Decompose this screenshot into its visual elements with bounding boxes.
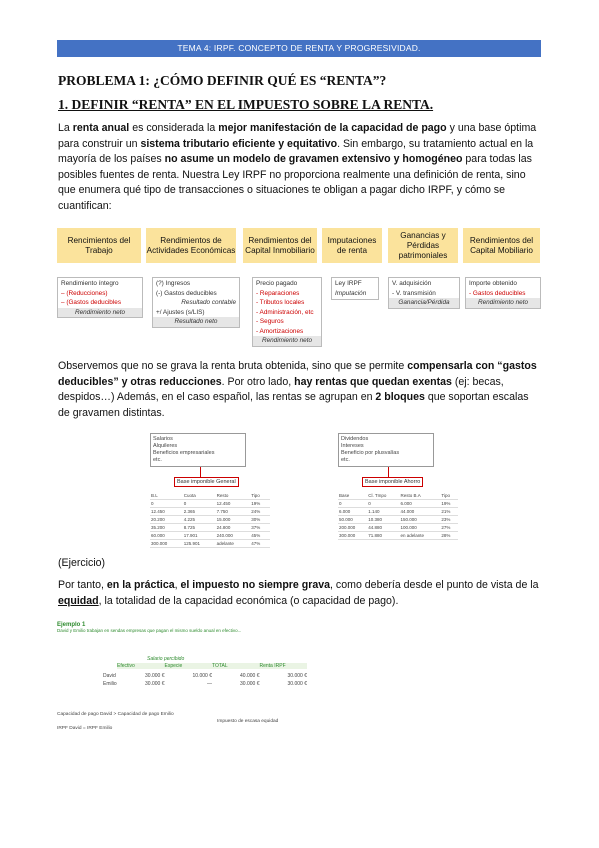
formula-ganancias: V. adquisición - V. transmisión Ganancia/Pérdida bbox=[388, 277, 460, 309]
section-title: 1. DEFINIR “RENTA” EN EL IMPUESTO SOBRE LA RENTA. bbox=[58, 97, 434, 112]
ejercicio-label: (Ejercicio) bbox=[58, 557, 106, 569]
bloque-general-image: Salarios Alquileres Beneficios empresariales etc. Base imponible General B.L Cuota Resto Tipo 0 0 12.450 19% 12.450 2.365 7.750 24% 20.200 4.225 15.000 30% 35.200 8.725 24.800 37% 60.000 17.901 240.000 45% 300.000 125.901 adelante 47% bbox=[150, 433, 270, 543]
problem-title: PROBLEMA 1: ¿CÓMO DEFINIR QUÉ ES “RENTA”? bbox=[58, 73, 387, 88]
ejemplo-row-emilio: Emilio 30.000 € — 30.000 € 30.000 € bbox=[103, 681, 307, 687]
bloque-ahorro-image: Dividendos Intereses Beneficio por plusvalías etc. Base imponible Ahorro Base Cl. Tmpo Resto B.A Tipo 0 0 6.000 19% 6.000 1.140 44.000 21% 50.000 10.380 150.000 23% 200.000 44.880 100.000 27% 300.000 71.880 en adelante 28% bbox=[338, 433, 458, 543]
category-imputaciones: Imputaciones de renta bbox=[322, 228, 382, 263]
formula-capital-mobiliario: Importe obtenido - Gastos deducibles Rendimiento neto bbox=[465, 277, 541, 309]
second-paragraph: Observemos que no se grava la renta bruta obtenida, sino que se permite compensarla con “gastos deducibles” y otras reducciones. Por otro lado, hay rentas que quedan exentas (ej: becas, despidos…) Además, en el caso español, las rentas se agrupan en 2 bloques que soportan escalas de gravamen distintas. bbox=[58, 360, 537, 419]
intro-paragraph: La renta anual es considerada la mejor manifestación de la capacidad de pago y una base óptima para construir un sistema tributario eficiente y equitativo. Sin embargo, su tratamiento actual en la mayoría de los países no asume un modelo de gravamen extensivo y homogéneo para todas las posibles fuentes de renta. Nuestra Ley IRPF no proporciona realmente una definición de renta, sino que enumera qué tipo de transacciones o situaciones te obligan a pagar dicho IRPF, y cómo se cuantifican: bbox=[58, 122, 537, 212]
ejemplo-image: Ejemplo 1 David y Emilio trabajan en sendas empresas que pagan el mismo sueldo anual en efectivo... Salario percibido Efectivo Especie TOTAL Renta IRPF David 30.000 € 10.000 € 40.000 € 30.000 € Emilio 30.000 € — 30.000 € 30.000 € Capacidad de pago David > Capacidad de pago Emilio IRPF David = IRPF Emilio Impuesto de escasa equidad bbox=[57, 622, 313, 737]
category-actividades: Rendimientos de Actividades Económicas bbox=[146, 228, 236, 263]
ejemplo-row-david: David 30.000 € 10.000 € 40.000 € 30.000 € bbox=[103, 673, 307, 679]
formula-capital-inmobiliario: Precio pagado - Reparaciones - Tributos locales - Administración, etc - Seguros - Amortizaciones Rendimiento neto bbox=[252, 277, 322, 347]
category-capital-mobiliario: Rendimientos del Capital Mobiliario bbox=[463, 228, 540, 263]
category-trabajo: Rencimientos del Trabajo bbox=[57, 228, 141, 263]
formula-imputaciones: Ley IRPF Imputación bbox=[331, 277, 379, 300]
third-paragraph: Por tanto, en la práctica, el impuesto no siempre grava, como debería desde el punto de vista de la equidad, la totalidad de la capacidad económica (o capacidad de pago). bbox=[58, 579, 539, 607]
category-ganancias: Ganancias y Pérdidas patrimoniales bbox=[388, 228, 458, 263]
formula-trabajo: Rendimiento íntegro – (Reducciones) – (Gastos deducibles Rendimiento neto bbox=[57, 277, 143, 318]
category-capital-inmobiliario: Rendimientos del Capital Inmobiliario bbox=[243, 228, 317, 263]
page-header: TEMA 4: IRPF. CONCEPTO DE RENTA Y PROGRESIVIDAD. bbox=[57, 40, 541, 57]
formula-actividades: (?) Ingresos (‑) Gastos deducibles Resultado contable +/ Ajustes (s/LIS) Resultado neto bbox=[152, 277, 240, 328]
